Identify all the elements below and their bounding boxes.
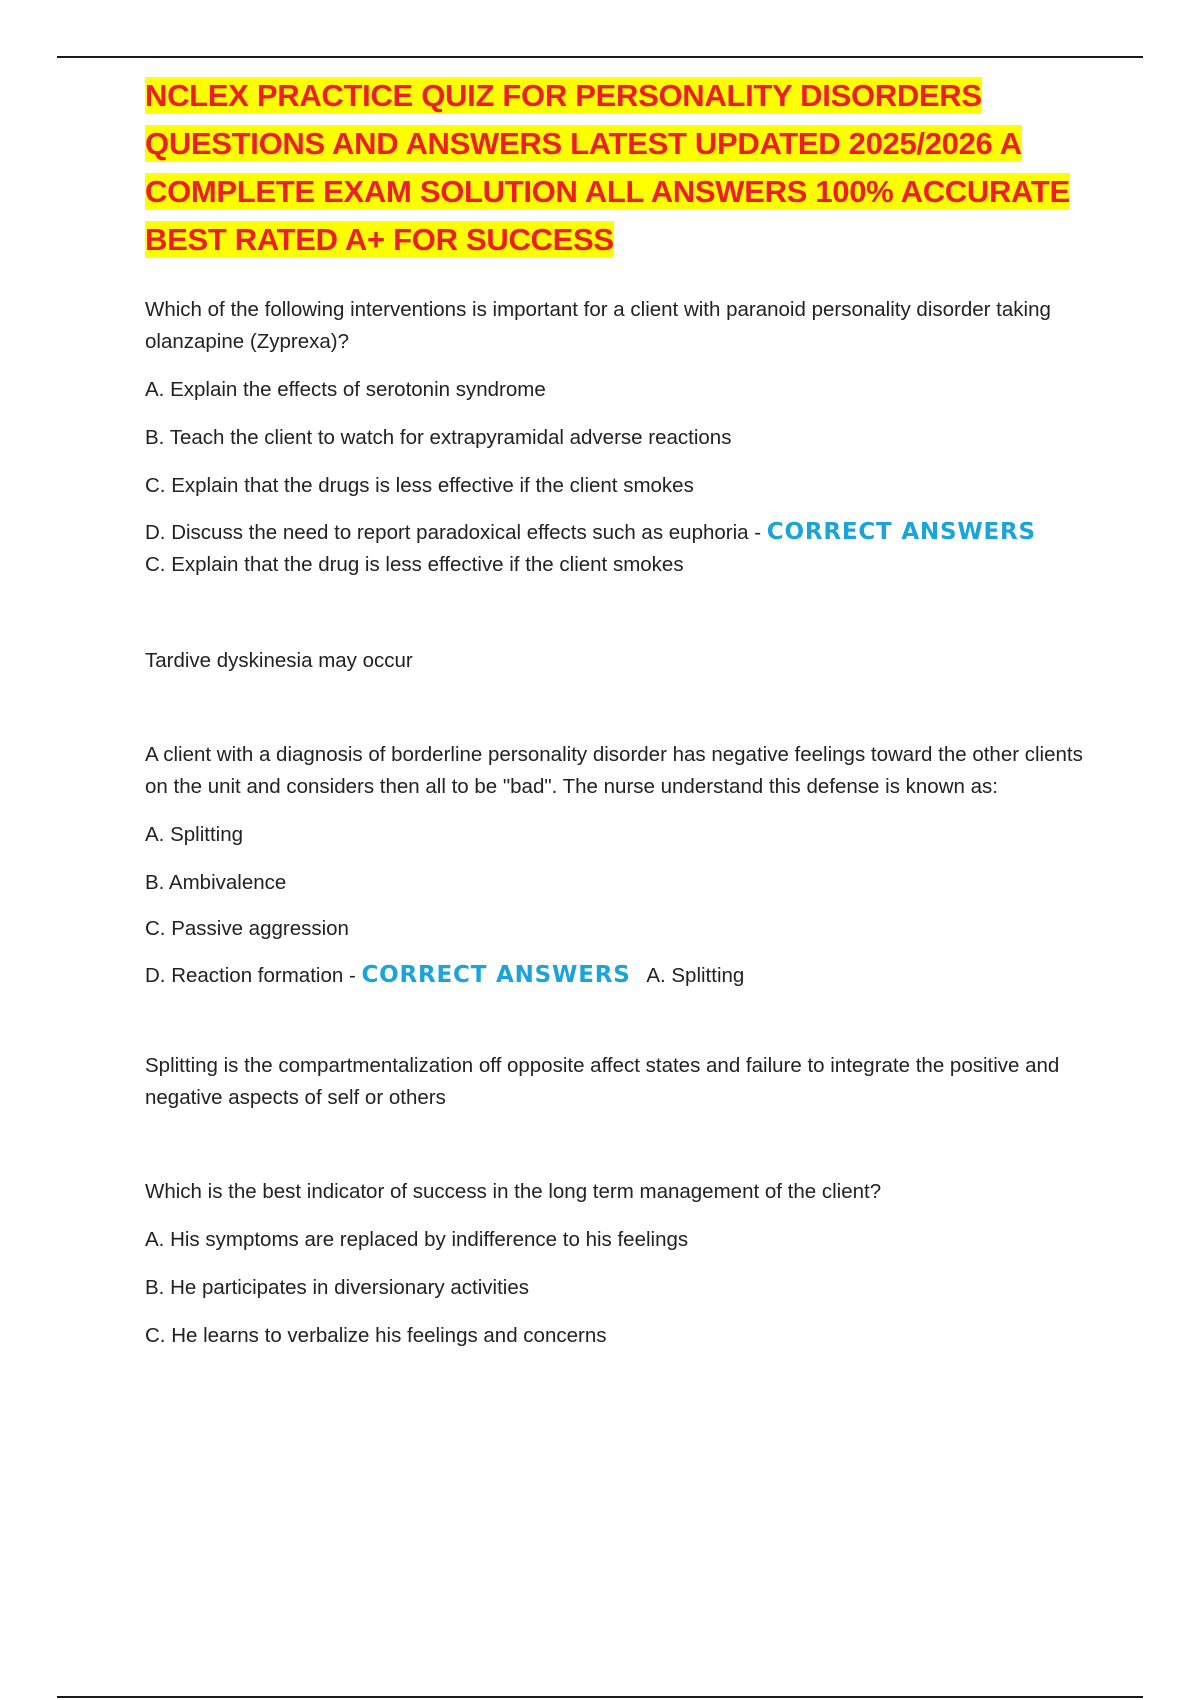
option-item-with-answer xyxy=(145,959,1105,992)
option-text: D. Reaction formation - xyxy=(145,964,356,987)
option-item: C. Explain that the drugs is less effective if the client smokes xyxy=(145,474,694,497)
option-item: C. He learns to verbalize his feelings and concerns xyxy=(145,1324,607,1347)
bottom-rule xyxy=(57,1696,1143,1698)
question-block-1 xyxy=(145,294,1105,677)
document-title: NCLEX PRACTICE QUIZ FOR PERSONALITY DISORDERS QUESTIONS AND ANSWERS LATEST UPDATED 2025/2026 A COMPLETE EXAM SOLUTION ALL ANSWERS 100% ACCURATE BEST RATED A+ FOR SUCCESS xyxy=(145,78,1070,257)
option-item: A. His symptoms are replaced by indifference to his feelings xyxy=(145,1228,689,1251)
correct-answers-label: CORRECT ANSWERS xyxy=(766,519,1036,545)
question-block-2 xyxy=(145,739,1105,1114)
document-body xyxy=(145,72,1105,1352)
question-text: Which of the following interventions is important for a client with paranoid personality disorder taking olanzapine (Zyprexa)? xyxy=(145,298,1051,353)
option-item: A. Explain the effects of serotonin syndrome xyxy=(145,378,546,401)
rationale-text: Tardive dyskinesia may occur xyxy=(145,649,413,672)
option-item: A. Splitting xyxy=(145,823,243,846)
correct-answers-label: CORRECT ANSWERS xyxy=(361,962,631,988)
top-rule xyxy=(57,56,1143,58)
option-item: C. Passive aggression xyxy=(145,917,349,940)
option-item: B. Teach the client to watch for extrapyramidal adverse reactions xyxy=(145,426,732,449)
answer-text: A. Splitting xyxy=(646,964,745,987)
option-item-with-answer xyxy=(145,516,1105,549)
option-item: B. He participates in diversionary activities xyxy=(145,1276,529,1299)
question-text: Which is the best indicator of success in the long term management of the client? xyxy=(145,1180,882,1203)
option-item: B. Ambivalence xyxy=(145,871,287,894)
question-text: A client with a diagnosis of borderline personality disorder has negative feelings toward the other clients on the unit and considers then all to be "bad". The nurse understand this defense is known as: xyxy=(145,743,1083,798)
rationale-text: Splitting is the compartmentalization off opposite affect states and failure to integrate the positive and negative aspects of self or others xyxy=(145,1054,1060,1109)
option-text: D. Discuss the need to report paradoxical effects such as euphoria - xyxy=(145,521,762,544)
answer-text: C. Explain that the drug is less effective if the client smokes xyxy=(145,553,684,576)
question-block-3 xyxy=(145,1176,1105,1352)
